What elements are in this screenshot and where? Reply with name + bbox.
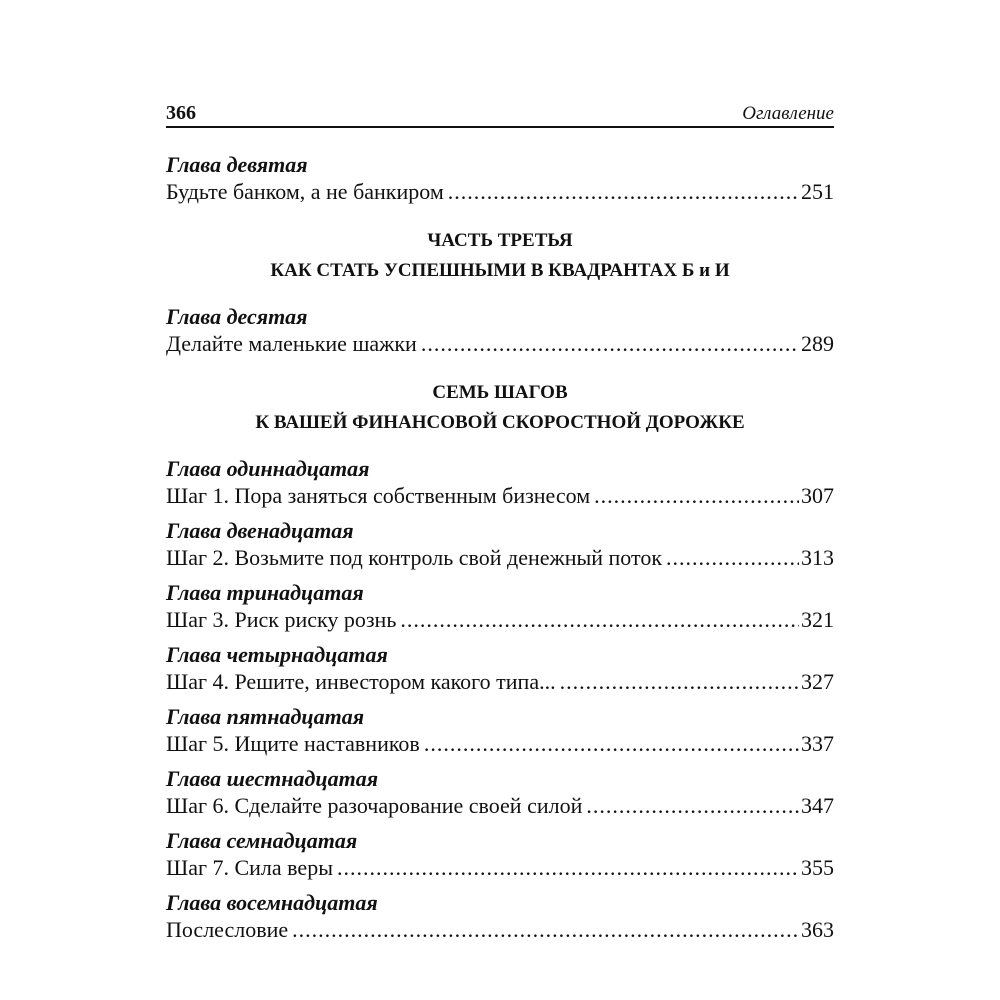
page-number: 366	[166, 102, 196, 124]
part-heading-line-1: ЧАСТЬ ТРЕТЬЯ	[427, 230, 573, 251]
chapter-title: Шаг 1. Пора заняться собственным бизнесом	[166, 483, 591, 508]
chapter-label: Глава двенадцатая	[166, 518, 354, 543]
chapter-page-number: 363	[801, 917, 834, 942]
chapter-label: Глава одиннадцатая	[166, 456, 370, 481]
toc-line	[166, 668, 834, 696]
chapter-title: Шаг 3. Риск риску рознь	[166, 607, 397, 632]
section-heading-line-2: К ВАШЕЙ ФИНАНСОВОЙ СКОРОСТНОЙ ДОРОЖКЕ	[255, 412, 745, 433]
dot-leader	[337, 854, 799, 882]
chapter-title: Шаг 2. Возьмите под контроль свой денежный поток	[166, 545, 663, 570]
chapter-page-number: 321	[801, 607, 834, 632]
toc-line	[166, 606, 834, 634]
dot-leader	[292, 916, 799, 944]
chapter-label: Глава семнадцатая	[166, 828, 358, 853]
toc-entry-chapter-17	[166, 828, 834, 882]
chapter-page-number: 337	[801, 731, 834, 756]
dot-leader	[448, 178, 799, 206]
section-heading-line-1: СЕМЬ ШАГОВ	[432, 382, 568, 403]
toc-entry-chapter-13	[166, 580, 834, 634]
chapter-label: Глава десятая	[166, 304, 308, 329]
toc-entry-chapter-9	[166, 152, 834, 206]
book-page	[166, 100, 834, 952]
chapter-title: Шаг 5. Ищите наставников	[166, 731, 420, 756]
toc-line	[166, 544, 834, 572]
toc-entry-chapter-18	[166, 890, 834, 944]
toc-entry-chapter-15	[166, 704, 834, 758]
chapter-title: Шаг 7. Сила веры	[166, 855, 333, 880]
chapter-title: Делайте маленькие шажки	[166, 331, 417, 356]
dot-leader	[594, 482, 799, 510]
chapter-label: Глава четырнадцатая	[166, 642, 388, 667]
toc-line	[166, 330, 834, 358]
chapter-title: Шаг 4. Решите, инвестором какого типа...	[166, 669, 556, 694]
dot-leader	[400, 606, 799, 634]
chapter-page-number: 327	[801, 669, 834, 694]
dot-leader	[560, 668, 799, 696]
chapter-page-number: 347	[801, 793, 834, 818]
chapter-page-number: 355	[801, 855, 834, 880]
dot-leader	[421, 330, 799, 358]
running-title: Оглавление	[742, 103, 834, 124]
toc-line	[166, 792, 834, 820]
chapter-page-number: 307	[801, 483, 834, 508]
toc-line	[166, 854, 834, 882]
running-head	[166, 100, 834, 128]
chapter-label: Глава пятнадцатая	[166, 704, 365, 729]
dot-leader	[666, 544, 799, 572]
toc-line	[166, 482, 834, 510]
chapter-page-number: 313	[801, 545, 834, 570]
chapter-title: Будьте банком, а не банкиром	[166, 179, 444, 204]
part-heading-line-2: КАК СТАТЬ УСПЕШНЫМИ В КВАДРАНТАХ Б и И	[270, 260, 730, 281]
toc-line	[166, 916, 834, 944]
chapter-title: Послесловие	[166, 917, 289, 942]
chapter-page-number: 289	[801, 331, 834, 356]
chapter-label: Глава девятая	[166, 152, 308, 177]
toc-entry-chapter-11	[166, 456, 834, 510]
chapter-label: Глава восемнадцатая	[166, 890, 378, 915]
chapter-page-number: 251	[801, 179, 834, 204]
dot-leader	[586, 792, 799, 820]
toc-entry-chapter-10	[166, 304, 834, 358]
chapter-title: Шаг 6. Сделайте разочарование своей силой	[166, 793, 583, 818]
part-heading	[166, 226, 834, 286]
section-heading	[166, 378, 834, 438]
toc-line	[166, 730, 834, 758]
toc-entry-chapter-14	[166, 642, 834, 696]
toc-entry-chapter-12	[166, 518, 834, 572]
chapter-label: Глава тринадцатая	[166, 580, 364, 605]
chapter-label: Глава шестнадцатая	[166, 766, 379, 791]
toc-line	[166, 178, 834, 206]
table-of-contents	[166, 152, 834, 944]
dot-leader	[424, 730, 799, 758]
toc-entry-chapter-16	[166, 766, 834, 820]
